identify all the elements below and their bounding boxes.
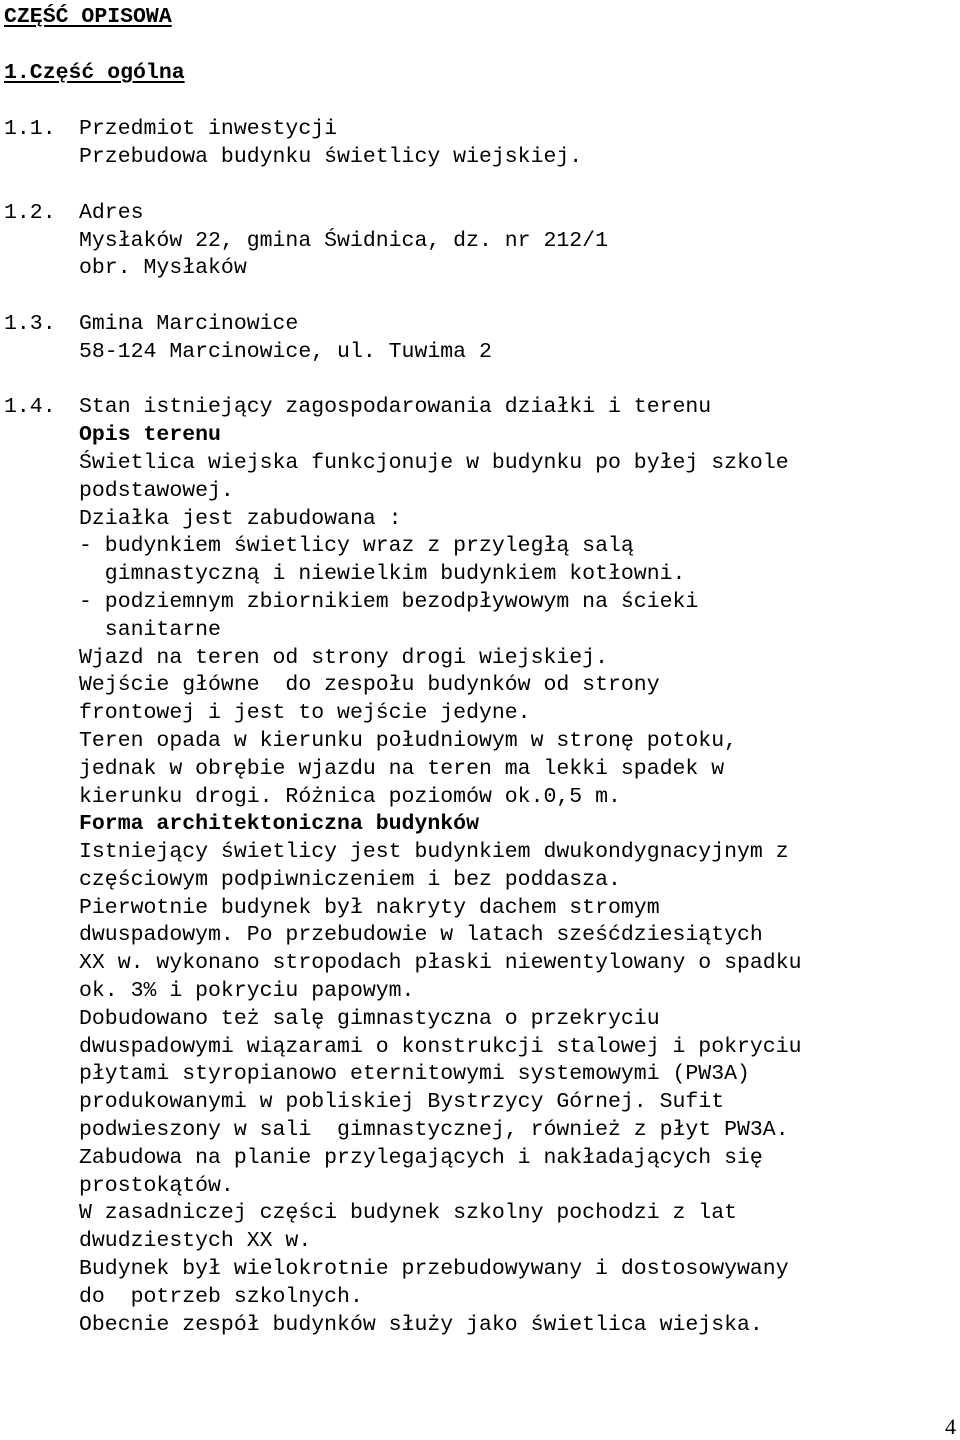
text-line: Wjazd na teren od strony drogi wiejskiej. (79, 645, 608, 670)
item-number: 1.2. (4, 201, 56, 225)
text-line: W zasadniczej części budynek szkolny pochodzi z lat (79, 1201, 738, 1226)
text-line: gimnastyczną i niewielkim budynkiem kotłowni. (79, 562, 686, 587)
text-line: jednak w obrębie wjazdu na teren ma lekki spadek w (79, 756, 725, 781)
text-line: Działka jest zabudowana : (79, 506, 402, 531)
text-line: Zabudowa na planie przylegających i nakładających się (79, 1145, 763, 1170)
text-line: dwuspadowymi wiązarami o konstrukcji stalowej i pokryciu (79, 1034, 802, 1059)
text-line: - podziemnym zbiornikiem bezodpływowym na ścieki (79, 590, 699, 614)
text-line: Budynek był wielokrotnie przebudowywany i dostosowywany (79, 1257, 789, 1281)
section-heading: 1.Część ogólna (4, 61, 185, 85)
item-text: 58-124 Marcinowice, ul. Tuwima 2 (79, 340, 492, 364)
text-line: Dobudowano też salę gimnastyczna o przekryciu (79, 1006, 660, 1031)
text-line: Teren opada w kierunku południowym w stronę potoku, (79, 729, 738, 753)
item-number: 1.3. (4, 312, 56, 336)
subheading-opis-terenu: Opis terenu (79, 423, 221, 447)
text-line: sanitarne (79, 617, 221, 642)
page-number: 4 (945, 1414, 956, 1439)
text-line: Obecnie zespół budynków służy jako świetlica wiejska. (79, 1312, 763, 1337)
text-line: Istniejący świetlicy jest budynkiem dwukondygnacyjnym z (79, 840, 789, 864)
text-line: Pierwotnie budynek był nakryty dachem stromym (79, 895, 660, 920)
item-text: obr. Mysłaków (79, 256, 247, 280)
text-line: Wejście główne do zespołu budynków od strony (79, 673, 660, 698)
text-line: prostokątów. (79, 1173, 234, 1198)
text-line: ok. 3% i pokryciu papowym. (79, 979, 415, 1003)
item-title: Stan istniejący zagospodarowania działki i terenu (79, 395, 712, 419)
text-line: podstawowej. (79, 478, 234, 503)
item-text: Mysłaków 22, gmina Świdnica, dz. nr 212/1 (79, 229, 608, 253)
text-line: dwudziestych XX w. (79, 1229, 312, 1254)
document-title: CZĘŚĆ OPISOWA (4, 5, 172, 29)
text-line: płytami styropianowo eternitowymi systemowymi (PW3A) (79, 1062, 750, 1087)
item-number: 1.4. (4, 395, 56, 419)
text-line: produkowanymi w pobliskiej Bystrzycy Górnej. Sufit (79, 1090, 725, 1115)
text-line: Świetlica wiejska funkcjonuje w budynku po byłej szkole (79, 451, 789, 475)
text-line: dwuspadowym. Po przebudowie w latach sześćdziesiątych (79, 923, 763, 948)
item-text: Przebudowa budynku świetlicy wiejskiej. (79, 145, 583, 169)
item-number: 1.1. (4, 117, 56, 141)
text-line: podwieszony w sali gimnastycznej, również z płyt PW3A. (79, 1118, 789, 1142)
text-line: kierunku drogi. Różnica poziomów ok.0,5 m. (79, 784, 621, 809)
subheading-forma-architektoniczna: Forma architektoniczna budynków (79, 812, 479, 836)
item-title: Gmina Marcinowice (79, 312, 299, 336)
item-title: Przedmiot inwestycji (79, 117, 338, 141)
text-line: do potrzeb szkolnych. (79, 1284, 363, 1309)
text-line: XX w. wykonano stropodach płaski niewentylowany o spadku (79, 951, 802, 976)
item-title: Adres (79, 201, 144, 225)
text-line: - budynkiem świetlicy wraz z przyległą salą (79, 534, 634, 559)
text-line: częściowym podpiwniczeniem i bez poddasza. (79, 867, 621, 892)
text-line: frontowej i jest to wejście jedyne. (79, 701, 531, 726)
